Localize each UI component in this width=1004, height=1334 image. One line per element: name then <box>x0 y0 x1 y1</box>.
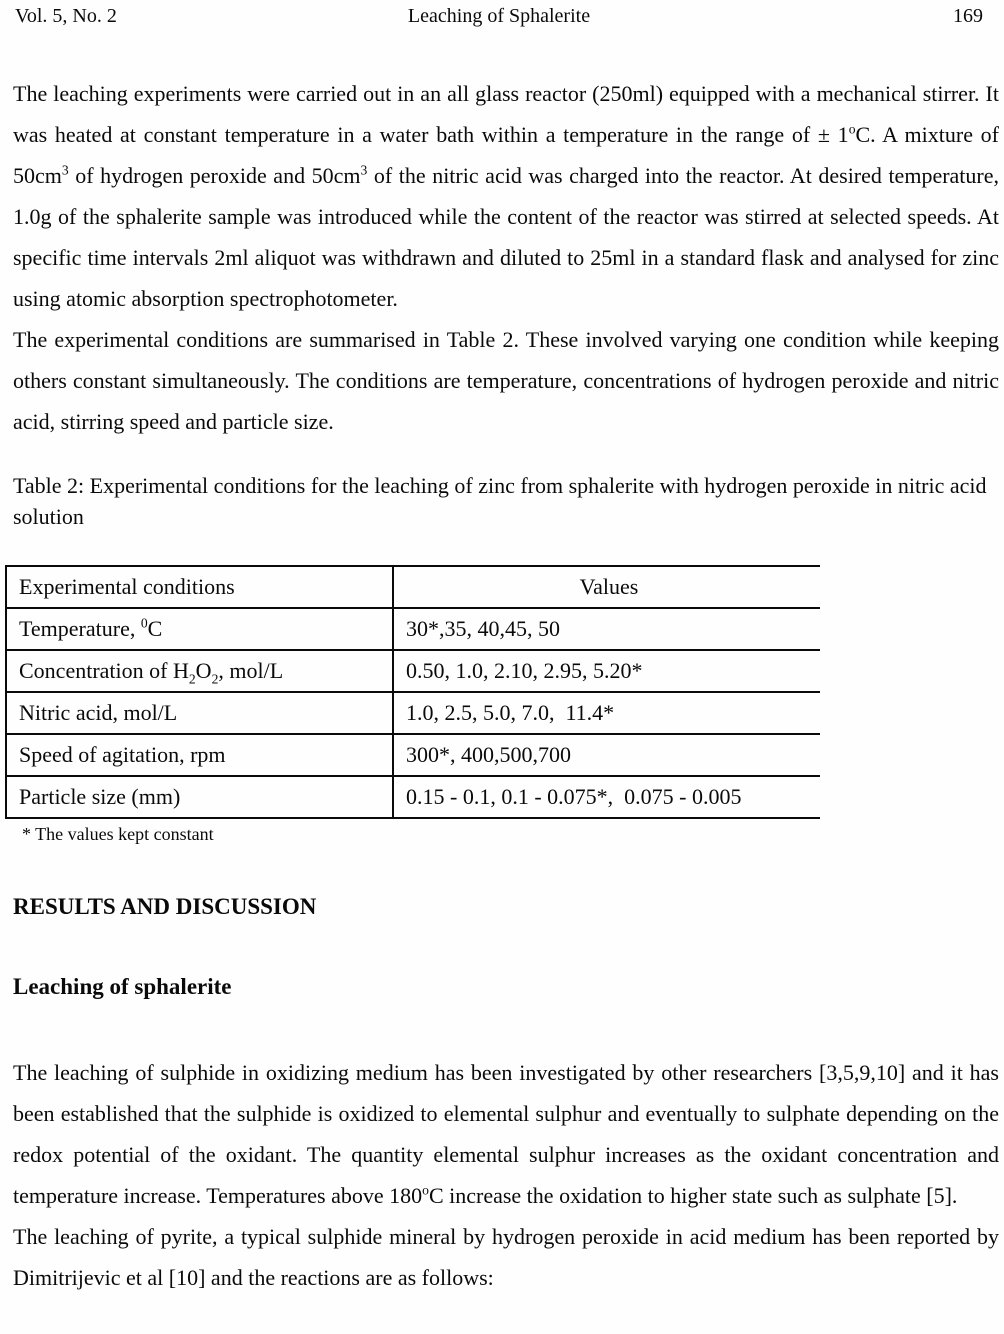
table-header-conditions: Experimental conditions <box>6 566 393 608</box>
values-cell: 0.50, 1.0, 2.10, 2.95, 5.20* <box>406 658 643 683</box>
condition-cell: Particle size (mm) <box>6 776 393 818</box>
paragraph-experimental-conditions: The experimental conditions are summarised in Table 2. These involved varying one condition while keeping others constant simultaneously. The conditions are temperature, concentrations of hydrogen peroxide and nitric acid, stirring speed and particle size. <box>13 327 999 434</box>
values-cell: 30*,35, 40,45, 50 <box>406 616 560 641</box>
leaching-sphalerite-subheading: Leaching of sphalerite <box>13 974 232 999</box>
page-header <box>13 3 999 29</box>
table-row <box>6 734 820 776</box>
table-caption: Table 2: Experimental conditions for the leaching of zinc from sphalerite with hydrogen peroxide in nitric acid solution <box>13 473 987 529</box>
table-row <box>6 776 820 818</box>
table-row <box>6 650 820 692</box>
values-cell: 0.15 - 0.1, 0.1 - 0.075*, 0.075 - 0.005 <box>406 784 742 809</box>
header-running-title: Leaching of Sphalerite <box>407 5 591 27</box>
condition-cell: Temperature, $^0$C <box>6 608 393 650</box>
table-footnote: * The values kept constant <box>22 824 214 844</box>
condition-cell: Speed of agitation, rpm <box>6 734 393 776</box>
table-header-row <box>6 566 820 608</box>
header-page-number: 169 <box>953 5 983 27</box>
table-header-values: Values <box>579 574 639 599</box>
table-body <box>6 608 820 818</box>
table-row <box>6 692 820 734</box>
paragraph-experimental-procedure: The leaching experiments were carried out in an all glass reactor (250ml) equipped with a mechanical stirrer. It was heated at constant temperature in a water bath within a temperature in the range of ± $1^oC$. A mixture of $50cm^3$ of hydrogen peroxide and $50cm^3$ of the nitric acid was charged into the reactor. At desired temperature, 1.0g of the sphalerite sample was introduced while the content of the reactor was stirred at selected speeds. At specific time intervals 2ml aliquot was withdrawn and diluted to 25ml in a standard flask and analysed for zinc using atomic absorption spectrophotometer. <box>13 81 999 311</box>
condition-cell: Concentration of $H_2O_2$, mol/L <box>6 650 393 692</box>
header-volume-issue: Vol. 5, No. 2 <box>15 5 117 27</box>
experimental-conditions-table <box>5 565 820 819</box>
values-cell: 300*, 400,500,700 <box>406 742 571 767</box>
results-discussion-heading: RESULTS AND DISCUSSION <box>13 894 317 919</box>
condition-cell: Nitric acid, mol/L <box>6 692 393 734</box>
values-cell: 1.0, 2.5, 5.0, 7.0, 11.4* <box>406 700 615 725</box>
table-row <box>6 608 820 650</box>
paragraph-sulphide-oxidation: The leaching of sulphide in oxidizing medium has been investigated by other researchers [3,5,9,10] and it has been established that the sulphide is oxidized to elemental sulphur and eventually to sulphate depending on the redox potential of the oxidant. The quantity elemental sulphur increases as the oxidant concentration and temperature increase. Temperatures above 180$^o$C increase the oxidation to higher state such as sulphate [5]. <box>13 1060 999 1208</box>
paragraph-pyrite-leaching: The leaching of pyrite, a typical sulphide mineral by hydrogen peroxide in acid medium has been reported by Dimitrijevic et al [10] and the reactions are as follows: <box>13 1224 999 1290</box>
